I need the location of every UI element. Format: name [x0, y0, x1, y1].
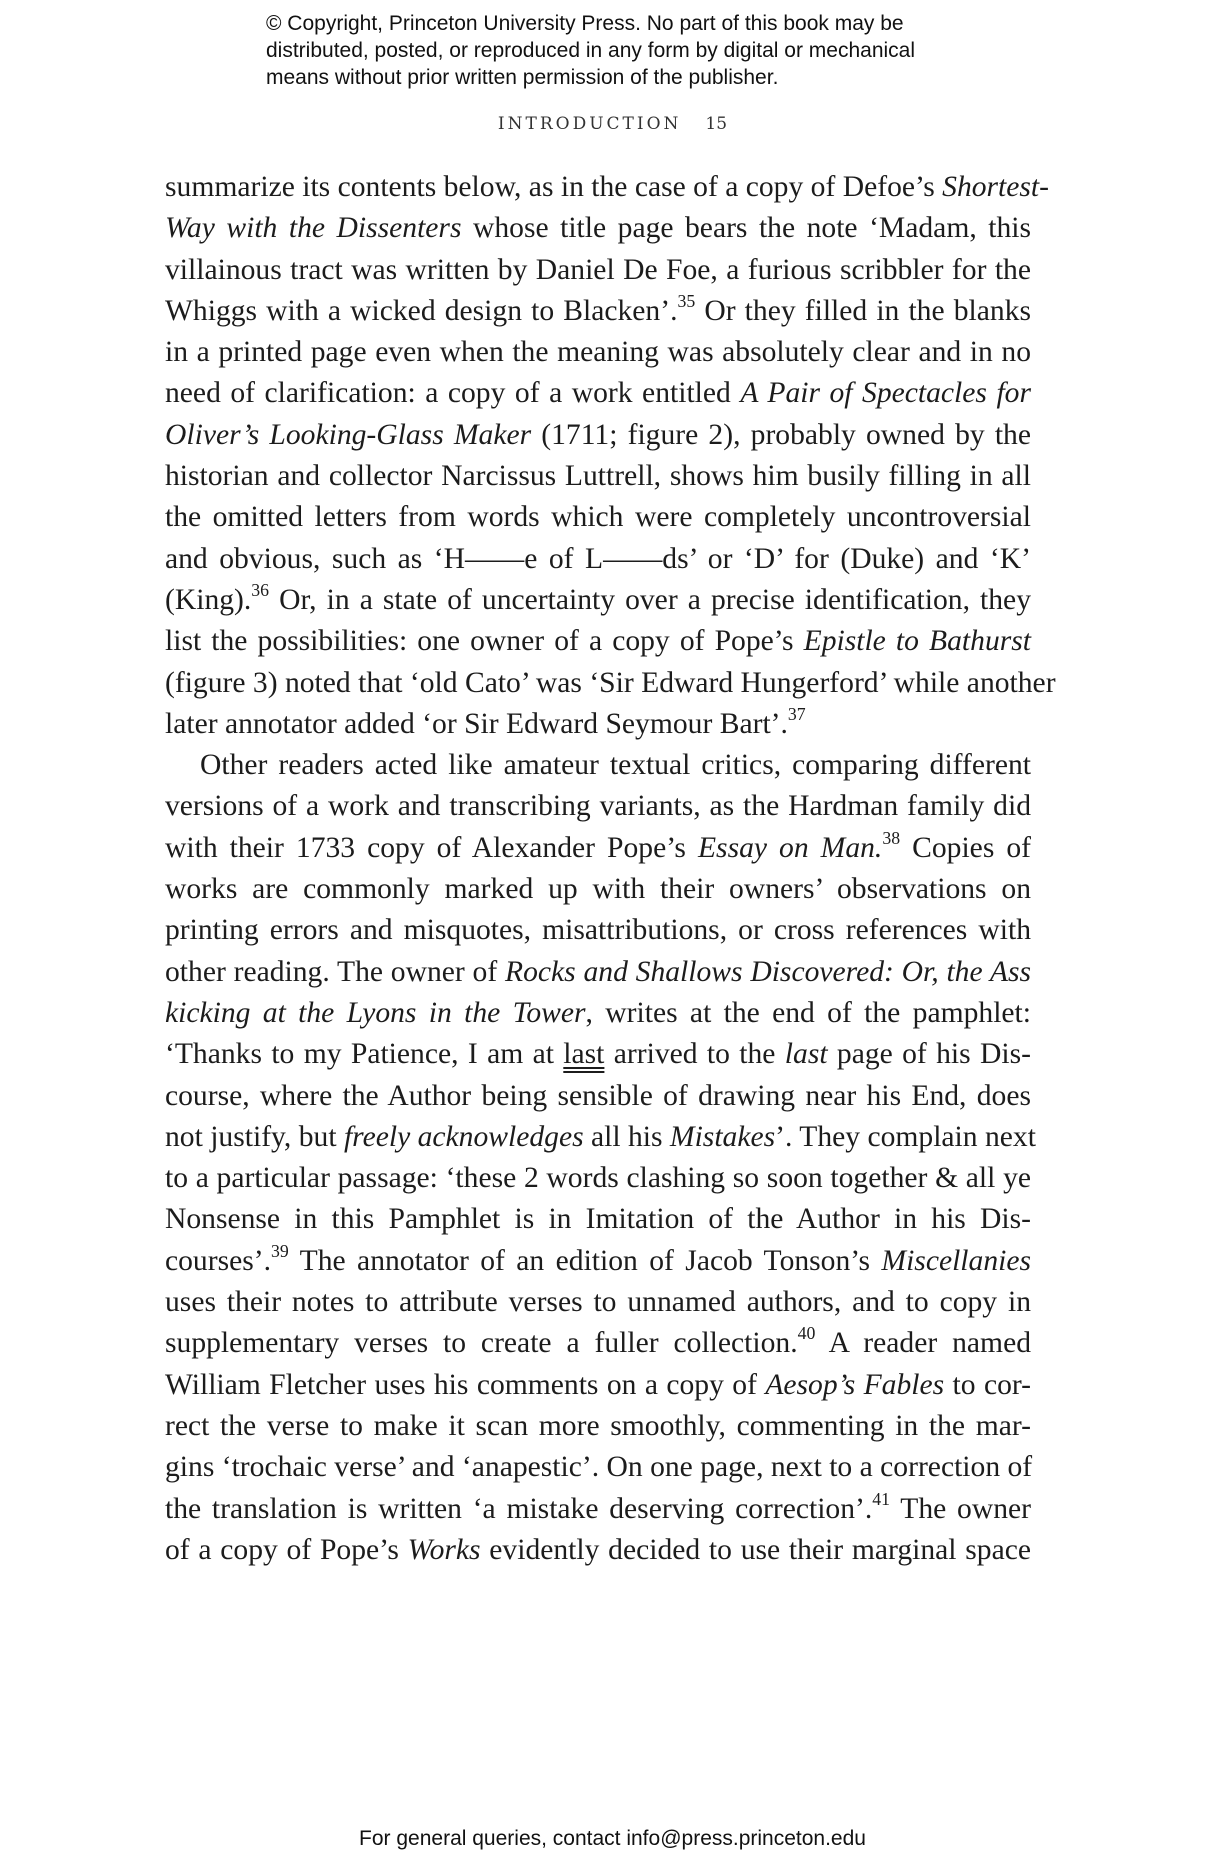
footer-contact: For general queries, contact info@press.princeton.edu [359, 1827, 866, 1850]
text-line [165, 250, 1031, 291]
text-line [165, 1323, 1031, 1364]
text-line [165, 1406, 1031, 1447]
text-segment: (figure 3) noted that ‘old Cato’ was ‘Sir Edward Hungerford’ while another [165, 666, 1056, 699]
running-head [0, 114, 1225, 134]
italic-text: Oliver’s Looking-Glass Maker [165, 418, 532, 451]
text-line [165, 1158, 1031, 1199]
footnote-ref: 41 [872, 1488, 891, 1509]
text-segment: courses’. [165, 1244, 272, 1277]
text-line [165, 1241, 1031, 1282]
text-segment: whose title page bears the note ‘Madam, this [461, 212, 1031, 245]
italic-text: Epistle to Bathurst [803, 625, 1031, 658]
text-line [165, 869, 1031, 910]
text-segment: supplementary verses to create a fuller collection. [165, 1327, 798, 1360]
italic-text: A Pair of Spectacles for [740, 377, 1031, 410]
text-segment: Nonsense in this Pamphlet is in Imitation of the Author in his Dis- [165, 1203, 1031, 1236]
italic-text: Rocks and Shallows Discovered: Or, the Ass [505, 955, 1031, 988]
text-segment: works are commonly marked up with their owners’ observations on [165, 873, 1031, 906]
text-segment: need of clarification: a copy of a work entitled [165, 377, 741, 410]
footnote-ref: 37 [787, 704, 806, 724]
text-line [165, 580, 1031, 621]
italic-text: Way with the Dissenters [165, 212, 462, 245]
text-segment: gins ‘trochaic verse’ and ‘anapestic’. On one page, next to a correction of [165, 1451, 1033, 1484]
italic-text: Mistakes [669, 1120, 776, 1153]
text-segment: in a printed page even when the meaning was absolutely clear and in no [165, 336, 1031, 369]
italic-text: freely acknowledges [343, 1120, 584, 1153]
text-segment: other reading. The owner of [165, 955, 506, 988]
italic-text: Miscellanies [881, 1244, 1031, 1277]
text-line [165, 1365, 1031, 1406]
text-segment: printing errors and misquotes, misattributions, or cross references with [165, 914, 1031, 947]
text-segment: (King). [165, 583, 252, 616]
footnote-ref: 39 [271, 1240, 289, 1261]
text-line [165, 993, 1031, 1034]
text-line [165, 1530, 1031, 1571]
text-segment: list the possibilities: one owner of a copy of Pope’s [165, 625, 804, 658]
copyright-notice: © Copyright, Princeton University Press. No part of this book may be distributed, posted, or reproduced in any form by digital or mechanical means without prior written permission of the publisher. [266, 12, 916, 89]
text-line [165, 291, 1031, 332]
text-line [165, 1199, 1031, 1240]
text-segment: to a particular passage: ‘these 2 words clashing so soon together & all ye [165, 1162, 1031, 1195]
text-segment: ’. They complain next [775, 1120, 1036, 1153]
italic-text: Shortest- [942, 171, 1049, 203]
text-segment: all his [583, 1120, 670, 1153]
text-segment: with their 1733 copy of Alexander Pope’s [165, 831, 698, 864]
italic-text: Works [407, 1533, 481, 1566]
italic-text: Essay on Man. [697, 831, 883, 864]
text-segment: later annotator added ‘or Sir Edward Seymour Bart’. [165, 707, 788, 740]
text-segment: Or they filled in the blanks [695, 294, 1031, 327]
text-segment: , writes at the end of the pamphlet: [585, 996, 1031, 1029]
text-segment: course, where the Author being sensible of drawing near his End, does [165, 1079, 1031, 1112]
text-line [165, 415, 1031, 456]
text-segment: William Fletcher uses his comments on a copy of [165, 1368, 766, 1401]
text-line [165, 663, 1056, 704]
text-segment: of a copy of Pope’s [165, 1533, 408, 1566]
text-segment: the omitted letters from words which were completely uncontroversial [165, 501, 1031, 534]
text-segment: The annotator of an edition of Jacob Tonson’s [288, 1244, 882, 1277]
text-line [165, 1034, 1031, 1075]
text-segment: historian and collector Narcissus Luttrell, shows him busily filling in all [165, 460, 1031, 493]
text-segment: Or, in a state of uncertainty over a precise identification, they [269, 583, 1031, 616]
text-segment: Whiggs with a wicked design to Blacken’. [165, 294, 678, 327]
footnote-ref: 38 [882, 827, 901, 848]
italic-text: Aesop’s Fables [765, 1368, 945, 1401]
text-line [165, 621, 1031, 662]
text-line [165, 828, 1031, 869]
text-line [165, 1076, 1031, 1117]
page-number: 15 [705, 114, 728, 134]
text-segment: arrived to the [604, 1038, 785, 1071]
running-title: INTRODUCTION [497, 114, 682, 134]
text-segment: to cor- [944, 1368, 1032, 1401]
text-line [165, 539, 1031, 580]
body-text [165, 167, 1056, 1571]
text-segment: uses their notes to attribute verses to unnamed authors, and to copy in [165, 1286, 1031, 1319]
text-segment: A reader named [815, 1327, 1031, 1360]
text-line [165, 786, 1031, 827]
text-segment: the translation is written ‘a mistake deserving correction’. [165, 1492, 873, 1525]
text-segment: (1711; figure 2), probably owned by the [531, 418, 1031, 451]
text-segment: Copies of [900, 831, 1032, 864]
text-segment: villainous tract was written by Daniel De Foe, a furious scribbler for the [165, 253, 1031, 286]
text-segment: evidently decided to use their marginal space [480, 1533, 1031, 1566]
text-line [165, 208, 1031, 249]
text-line [165, 1447, 1031, 1488]
footnote-ref: 36 [251, 580, 270, 601]
text-line [165, 910, 1031, 951]
text-segment: versions of a work and transcribing variants, as the Hardman family did [165, 790, 1031, 823]
footnote-ref: 40 [797, 1323, 816, 1344]
text-line [165, 704, 1031, 745]
underlined-text: last [563, 1038, 605, 1071]
footnote-ref: 35 [677, 291, 696, 312]
text-line [165, 497, 1031, 538]
text-segment: ‘Thanks to my Patience, I am at [165, 1038, 564, 1071]
text-line [165, 1282, 1031, 1323]
text-segment: The owner [890, 1492, 1031, 1525]
text-segment: Other readers acted like amateur textual critics, comparing different [200, 749, 1031, 782]
italic-text: last [784, 1038, 828, 1071]
text-segment: not justify, but [165, 1120, 344, 1153]
italic-text: kicking at the Lyons in the Tower [165, 996, 586, 1029]
text-segment: and obvious, such as ‘H——e of L——ds’ or ‘D’ for (Duke) and ‘K’ [165, 542, 1031, 575]
text-line [165, 332, 1031, 373]
text-line [165, 1117, 1036, 1158]
text-line [165, 952, 1031, 993]
text-segment: page of his Dis- [827, 1038, 1031, 1071]
text-line [165, 745, 1031, 786]
text-line [165, 373, 1031, 414]
text-line [165, 456, 1031, 497]
text-segment: rect the verse to make it scan more smoothly, commenting in the mar- [165, 1409, 1031, 1442]
text-segment: summarize its contents below, as in the case of a copy of Defoe’s [165, 171, 943, 203]
text-line [165, 167, 1049, 208]
text-line [165, 1489, 1031, 1530]
